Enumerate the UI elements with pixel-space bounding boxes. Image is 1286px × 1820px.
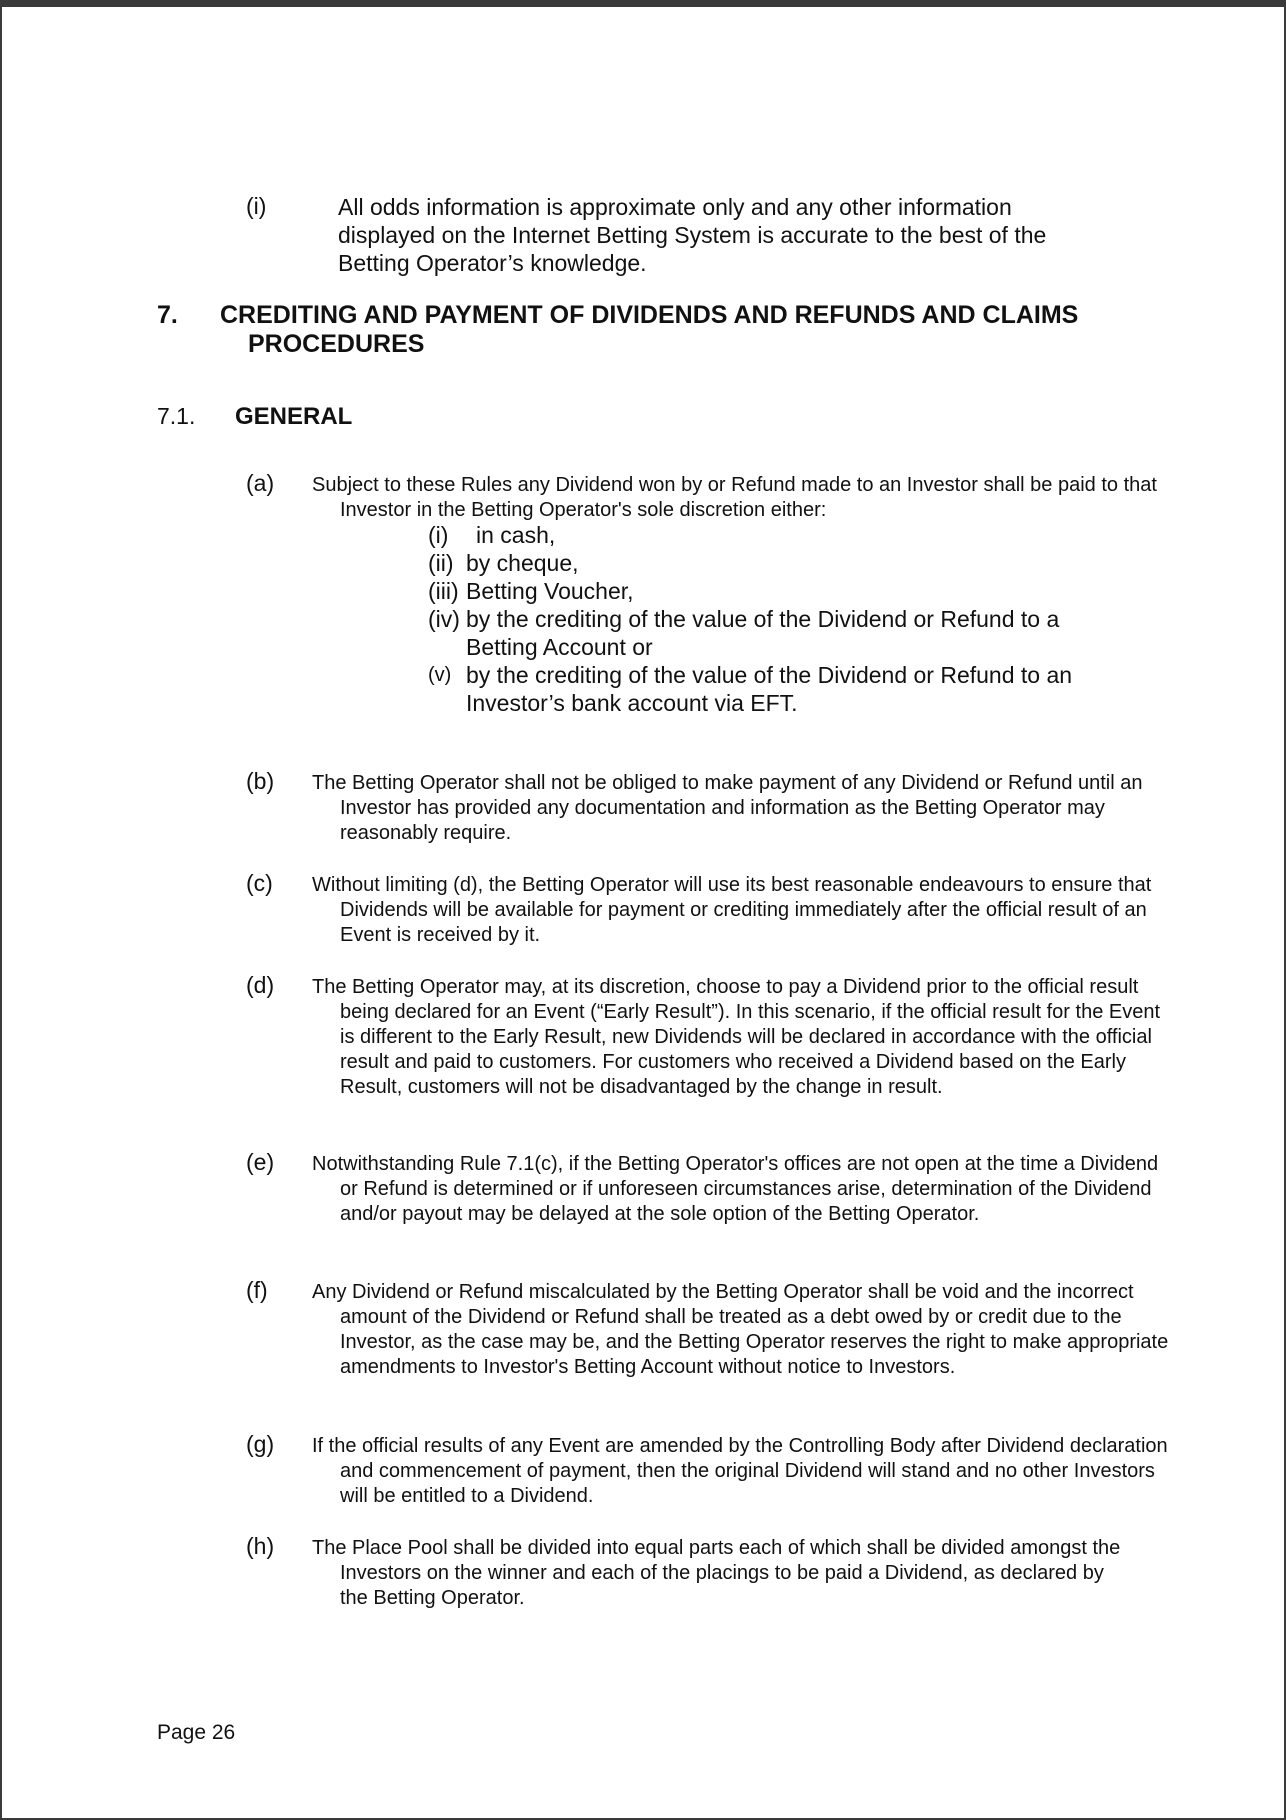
sublist-num: (i) <box>428 522 449 548</box>
item-text-e: Notwithstanding Rule 7.1(c), if the Betting Operator's offices are not open at the time a Dividend or Refund is determined or if unforeseen circumstances arise, determination of the Dividend and/or payout may be delayed at the sole option of the Betting Operator. <box>312 1153 1159 1225</box>
sublist-num: (iii) <box>428 578 459 604</box>
item-text-c: Without limiting (d), the Betting Operator will use its best reasonable endeavours to ensure that Dividends will be available for payment or crediting immediately after the official result of an Event is received by it. <box>312 874 1152 946</box>
item-text-d: The Betting Operator may, at its discretion, choose to pay a Dividend prior to the official result being declared for an Event (“Early Result”). In this scenario, if the official result for the Event is different to the Early Result, new Dividends will be declared in accordance with the official result and paid to customers. For customers who received a Dividend based on the Early Result, customers will not be disadvantaged by the change in result. <box>312 976 1161 1098</box>
list-item <box>428 605 1108 661</box>
item-a-sublist <box>428 521 1108 717</box>
list-item <box>428 577 1108 605</box>
item-label-h: (h) <box>246 1533 275 1559</box>
sublist-num: (v) <box>428 664 452 686</box>
item-label-e: (e) <box>246 1149 275 1175</box>
item-label-b: (b) <box>246 768 275 794</box>
sublist-text: Betting Voucher, <box>466 578 634 604</box>
sublist-text: by the crediting of the value of the Dividend or Refund to a Betting Account or <box>466 606 1060 660</box>
subsection-title: GENERAL <box>235 403 353 430</box>
item-text-g: If the official results of any Event are amended by the Controlling Body after Dividend declaration and commencement of payment, then the original Dividend will stand and no other Investors will be entitled to a Dividend. <box>312 1435 1168 1507</box>
item-label-d: (d) <box>246 972 275 998</box>
list-item <box>428 549 1108 577</box>
item-text-f: Any Dividend or Refund miscalculated by the Betting Operator shall be void and the incorrect amount of the Dividend or Refund shall be treated as a debt owed by or credit due to the Investor, as the case may be, and the Betting Operator reserves the right to make appropriate amendments to Investor's Betting Account without notice to Investors. <box>312 1281 1169 1378</box>
sublist-text: by the crediting of the value of the Dividend or Refund to an Investor’s bank account via EFT. <box>466 662 1073 716</box>
sublist-text: by cheque, <box>466 550 579 576</box>
section-number: 7. <box>157 301 178 329</box>
sublist-text: in cash, <box>476 522 556 548</box>
page-number: Page 26 <box>157 1721 236 1744</box>
section-title: CREDITING AND PAYMENT OF DIVIDENDS AND REFUNDS AND CLAIMS PROCEDURES <box>220 301 1079 358</box>
item-text-a: Subject to these Rules any Dividend won by or Refund made to an Investor shall be paid to that Investor in the Betting Operator's sole discretion either: <box>312 474 1157 521</box>
list-item <box>428 521 1108 549</box>
item-label-a: (a) <box>246 470 275 496</box>
sublist-num: (ii) <box>428 550 454 576</box>
item-label-f: (f) <box>246 1277 268 1303</box>
top-item-label: (i) <box>246 193 267 219</box>
item-text-h: The Place Pool shall be divided into equal parts each of which shall be divided amongst the Investors on the winner and each of the placings to be paid a Dividend, as declared by the Betting Operator. <box>312 1537 1121 1609</box>
top-item-text: All odds information is approximate only and any other information displayed on the Internet Betting System is accurate to the best of the Betting Operator’s knowledge. <box>338 194 1047 276</box>
subsection-number: 7.1. <box>157 403 196 429</box>
item-label-g: (g) <box>246 1431 275 1457</box>
sublist-num: (iv) <box>428 606 460 632</box>
list-item <box>428 661 1108 717</box>
item-text-b: The Betting Operator shall not be obliged to make payment of any Dividend or Refund until an Investor has provided any documentation and information as the Betting Operator may reasonably require. <box>312 772 1143 844</box>
item-label-c: (c) <box>246 870 273 896</box>
